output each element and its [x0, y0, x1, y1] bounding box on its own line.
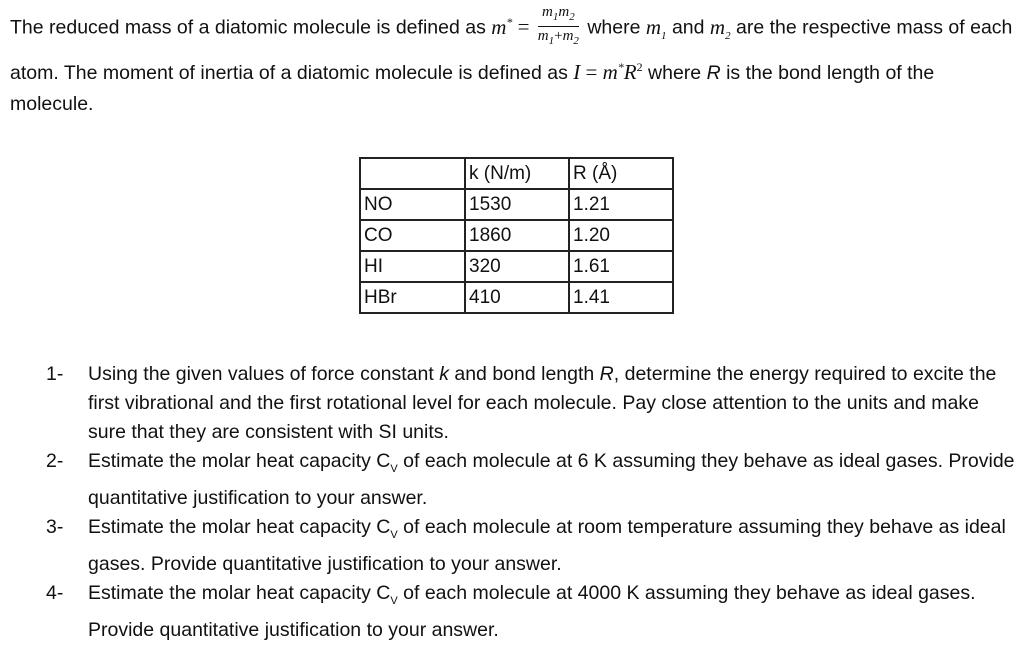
molecule-name-cell: NO: [360, 189, 465, 220]
question-text: Using the given values of force constant k and bond length R, determine the energy required to excite the first vibrational and the first rotational level for each molecule. Pay close attention to the units and make sure that they are consistent with SI units.: [88, 363, 997, 443]
question-number: 3-: [46, 515, 64, 538]
reduced-mass-symbol: m*: [491, 14, 513, 39]
force-constant-cell: 410: [465, 282, 569, 313]
question-text: Estimate the molar heat capacity $C_V$ of each molecule at room temperature assuming they behave as ideal gases. Provide quantitative justification to your answer.: [88, 515, 1006, 575]
equals-sign-2: =: [580, 59, 603, 84]
bond-length-cell: 1.41: [569, 282, 673, 313]
force-constant-cell: 1860: [465, 220, 569, 251]
table-row: [360, 189, 673, 220]
intro-text: The reduced mass of a diatomic molecule is defined as: [10, 16, 486, 39]
question-list: [46, 360, 1016, 645]
table-header-cell: [360, 158, 465, 189]
molecule-name-cell: HI: [360, 251, 465, 282]
question-number: 4-: [46, 581, 64, 604]
mass-1-symbol: $m_1$: [645, 14, 667, 42]
equals-sign: =: [512, 14, 535, 39]
question-text: Estimate the molar heat capacity $C_V$ of each molecule at 4000 K assuming they behave as ideal gases. Provide quantitative justification to your answer.: [88, 581, 976, 641]
bond-length-cell: 1.61: [569, 251, 673, 282]
bond-length-cell: 1.20: [569, 220, 673, 251]
question-item: [46, 579, 1016, 645]
molecule-name-cell: CO: [360, 220, 465, 251]
molecule-name-cell: HBr: [360, 282, 465, 313]
question-number: 1-: [46, 363, 64, 385]
table-row: [360, 251, 673, 282]
question-item: [46, 513, 1016, 579]
bond-length-symbol: R: [706, 61, 721, 84]
reduced-mass-fraction: [538, 4, 579, 49]
bond-length-cell: 1.21: [569, 189, 673, 220]
table-header-cell: R (Å): [569, 158, 673, 189]
question-item: [46, 360, 1016, 447]
force-constant-cell: 320: [465, 251, 569, 282]
question-number: 2-: [46, 450, 64, 472]
fraction-numerator: $m_1m_2$: [538, 4, 579, 27]
intro-text-where-2: where: [642, 61, 707, 84]
intro-text-continued: are the respective mass of each atom. The moment of inertia of a diatomic molecule is defined as: [10, 16, 1013, 84]
bond-length-symbol: R: [599, 363, 614, 385]
mass-2-symbol: $m_2$: [709, 14, 731, 42]
table-header-cell: k (N/m): [465, 158, 569, 189]
moment-of-inertia-formula: $m^*R^2$: [602, 59, 643, 84]
fraction-denominator: $m_1+m_2$: [537, 28, 579, 47]
question-item: [46, 447, 1016, 513]
force-constant-cell: 1530: [465, 189, 569, 220]
intro-text-end: is the bond length of the molecule.: [10, 61, 935, 115]
force-constant-symbol: k: [439, 363, 449, 385]
intro-text-where: where: [581, 16, 646, 39]
question-text: Estimate the molar heat capacity $C_V$ of each molecule at 6 K assuming they behave as ideal gases. Provide quantitative justification to your answer.: [88, 450, 1015, 509]
moment-of-inertia-symbol: I: [573, 59, 581, 84]
table-header-row: [360, 158, 673, 189]
table-row: [360, 282, 673, 313]
intro-text-and: and: [666, 16, 710, 39]
table-row: [360, 220, 673, 251]
intro-paragraph: [10, 6, 1020, 120]
molecule-data-table: [359, 157, 674, 314]
